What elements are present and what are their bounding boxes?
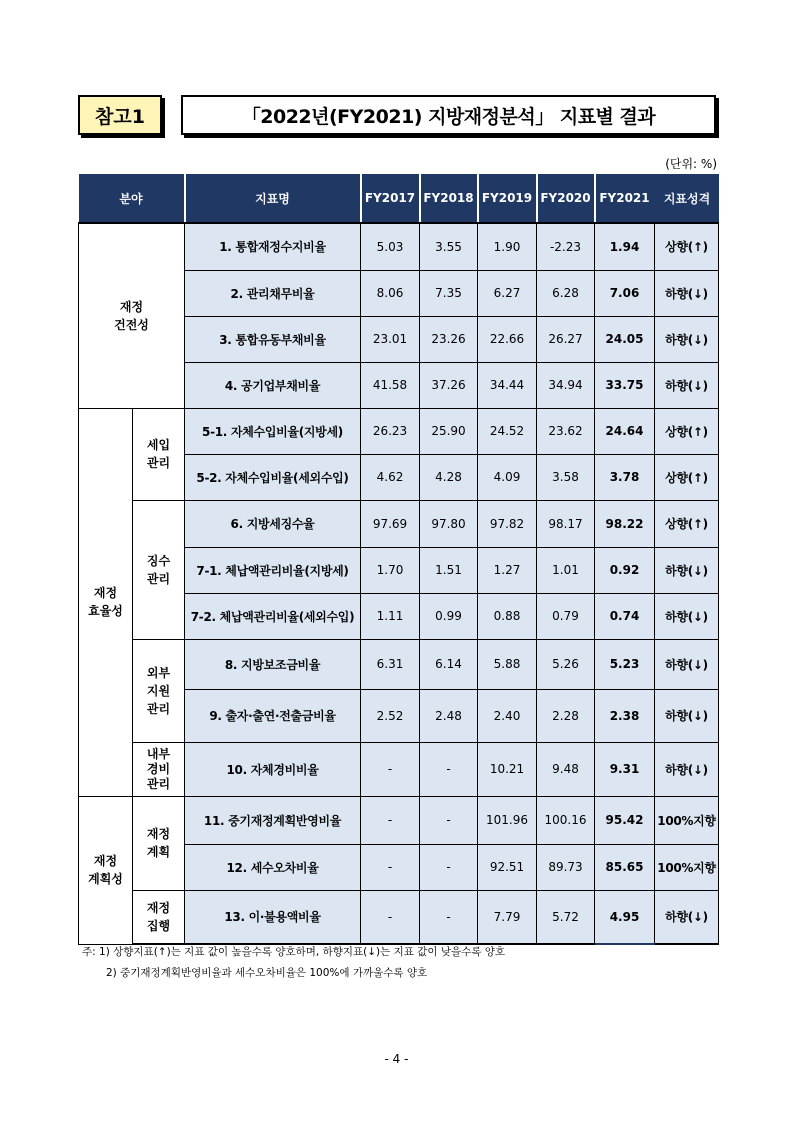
column-header-nature: 지표성격 (655, 174, 719, 223)
indicator-name: 6. 지방세징수율 (185, 500, 361, 547)
indicator-nature: 하향(↓) (655, 639, 719, 689)
indicator-name: 4. 공기업부채비율 (185, 362, 361, 408)
value-fy2019: 34.44 (478, 362, 537, 408)
footnote: 2) 중기재정계획반영비율과 세수오차비율은 100%에 가까울수록 양호 (106, 967, 428, 979)
value-fy2017: - (361, 844, 420, 890)
indicator-nature: 하향(↓) (655, 270, 719, 316)
indicator-nature: 하향(↓) (655, 362, 719, 408)
column-header-fy2019: FY2019 (478, 174, 537, 223)
value-fy2018: 0.99 (420, 593, 478, 639)
category-efficiency: 재정 효율성 (79, 408, 133, 796)
value-fy2019: 24.52 (478, 408, 537, 454)
value-fy2018: - (420, 844, 478, 890)
value-fy2017: 8.06 (361, 270, 420, 316)
value-fy2019: 7.79 (478, 890, 537, 944)
value-fy2021: 9.31 (595, 742, 655, 796)
subcategory-collection: 징수 관리 (133, 500, 185, 639)
value-fy2020: 6.28 (537, 270, 595, 316)
table-row (79, 796, 719, 844)
subcategory-revenue: 세입 관리 (133, 408, 185, 500)
indicator-nature: 상향(↑) (655, 454, 719, 500)
table-row (79, 500, 719, 547)
table-row (79, 408, 719, 454)
indicator-nature: 하향(↓) (655, 890, 719, 944)
value-fy2017: 6.31 (361, 639, 420, 689)
value-fy2020: 1.01 (537, 547, 595, 593)
value-fy2019: 22.66 (478, 316, 537, 362)
value-fy2019: 97.82 (478, 500, 537, 547)
value-fy2020: 23.62 (537, 408, 595, 454)
value-fy2018: 97.80 (420, 500, 478, 547)
value-fy2017: 97.69 (361, 500, 420, 547)
footnotes (82, 942, 505, 984)
table-row (79, 890, 719, 944)
indicator-nature: 하향(↓) (655, 689, 719, 742)
column-header-fy2021: FY2021 (595, 174, 655, 223)
indicator-name: 9. 출자·출연·전출금비율 (185, 689, 361, 742)
indicator-name: 7-1. 체납액관리비율(지방세) (185, 547, 361, 593)
value-fy2017: 2.52 (361, 689, 420, 742)
indicator-name: 3. 통합유동부채비율 (185, 316, 361, 362)
indicator-nature: 하향(↓) (655, 547, 719, 593)
value-fy2017: 41.58 (361, 362, 420, 408)
subcategory-internal: 내부 경비 관리 (133, 742, 185, 796)
value-fy2019: 101.96 (478, 796, 537, 844)
indicator-name: 13. 이·불용액비율 (185, 890, 361, 944)
category-planning: 재정 계획성 (79, 796, 133, 944)
value-fy2021: 7.06 (595, 270, 655, 316)
value-fy2020: 0.79 (537, 593, 595, 639)
value-fy2021: 3.78 (595, 454, 655, 500)
indicator-nature: 하향(↓) (655, 593, 719, 639)
value-fy2021: 24.05 (595, 316, 655, 362)
value-fy2021: 1.94 (595, 223, 655, 270)
value-fy2021: 0.74 (595, 593, 655, 639)
indicator-name: 5-2. 자체수입비율(세외수입) (185, 454, 361, 500)
page-title: 「2022년(FY2021) 지방재정분석」 지표별 결과 (181, 95, 716, 135)
value-fy2020: 26.27 (537, 316, 595, 362)
value-fy2021: 0.92 (595, 547, 655, 593)
value-fy2021: 95.42 (595, 796, 655, 844)
reference-label: 참고1 (78, 95, 162, 135)
value-fy2021: 4.95 (595, 890, 655, 944)
value-fy2020: 98.17 (537, 500, 595, 547)
footnote: 주: 1) 상향지표(↑)는 지표 값이 높을수록 양호하며, 하향지표(↓)는 지표 값이 낮을수록 양호 (82, 946, 506, 958)
value-fy2021: 33.75 (595, 362, 655, 408)
value-fy2020: 5.26 (537, 639, 595, 689)
table-row (79, 742, 719, 796)
indicator-name: 10. 자체경비비율 (185, 742, 361, 796)
indicator-table (78, 174, 719, 945)
value-fy2019: 0.88 (478, 593, 537, 639)
indicator-nature: 상향(↑) (655, 223, 719, 270)
value-fy2020: 3.58 (537, 454, 595, 500)
value-fy2017: 1.11 (361, 593, 420, 639)
value-fy2019: 92.51 (478, 844, 537, 890)
column-header-indicator: 지표명 (185, 174, 361, 223)
value-fy2019: 6.27 (478, 270, 537, 316)
page-number: - 4 - (384, 1052, 409, 1066)
indicator-nature: 상향(↑) (655, 408, 719, 454)
value-fy2021: 5.23 (595, 639, 655, 689)
value-fy2018: 37.26 (420, 362, 478, 408)
column-header-fy2017: FY2017 (361, 174, 420, 223)
unit-label: (단위: %) (665, 157, 717, 171)
value-fy2018: - (420, 742, 478, 796)
value-fy2020: 5.72 (537, 890, 595, 944)
value-fy2021: 24.64 (595, 408, 655, 454)
indicator-nature: 하향(↓) (655, 316, 719, 362)
indicator-nature: 상향(↑) (655, 500, 719, 547)
subcategory-execution: 재정 집행 (133, 890, 185, 944)
value-fy2020: -2.23 (537, 223, 595, 270)
value-fy2020: 2.28 (537, 689, 595, 742)
table-row (79, 223, 719, 270)
value-fy2017: 1.70 (361, 547, 420, 593)
subcategory-external: 외부 지원 관리 (133, 639, 185, 742)
table-header-row (79, 174, 719, 223)
value-fy2018: 23.26 (420, 316, 478, 362)
value-fy2017: 23.01 (361, 316, 420, 362)
value-fy2018: 25.90 (420, 408, 478, 454)
indicator-name: 1. 통합재정수지비율 (185, 223, 361, 270)
value-fy2020: 89.73 (537, 844, 595, 890)
value-fy2018: 7.35 (420, 270, 478, 316)
value-fy2017: 4.62 (361, 454, 420, 500)
category-soundness: 재정 건전성 (79, 223, 185, 408)
value-fy2018: - (420, 890, 478, 944)
value-fy2019: 1.90 (478, 223, 537, 270)
subcategory-plan: 재정 계획 (133, 796, 185, 890)
value-fy2019: 2.40 (478, 689, 537, 742)
value-fy2018: 4.28 (420, 454, 478, 500)
value-fy2018: - (420, 796, 478, 844)
indicator-name: 2. 관리채무비율 (185, 270, 361, 316)
indicator-name: 11. 중기재정계획반영비율 (185, 796, 361, 844)
value-fy2020: 9.48 (537, 742, 595, 796)
column-header-field: 분야 (79, 174, 185, 223)
indicator-name: 7-2. 체납액관리비율(세외수입) (185, 593, 361, 639)
value-fy2021: 98.22 (595, 500, 655, 547)
value-fy2018: 6.14 (420, 639, 478, 689)
value-fy2018: 1.51 (420, 547, 478, 593)
column-header-fy2018: FY2018 (420, 174, 478, 223)
value-fy2021: 85.65 (595, 844, 655, 890)
indicator-name: 12. 세수오차비율 (185, 844, 361, 890)
value-fy2018: 2.48 (420, 689, 478, 742)
value-fy2019: 1.27 (478, 547, 537, 593)
value-fy2017: 5.03 (361, 223, 420, 270)
value-fy2017: - (361, 890, 420, 944)
indicator-name: 5-1. 자체수입비율(지방세) (185, 408, 361, 454)
value-fy2019: 5.88 (478, 639, 537, 689)
indicator-nature: 100%지향 (655, 844, 719, 890)
value-fy2020: 34.94 (537, 362, 595, 408)
value-fy2017: 26.23 (361, 408, 420, 454)
value-fy2020: 100.16 (537, 796, 595, 844)
value-fy2018: 3.55 (420, 223, 478, 270)
value-fy2017: - (361, 796, 420, 844)
indicator-nature: 하향(↓) (655, 742, 719, 796)
indicator-name: 8. 지방보조금비율 (185, 639, 361, 689)
value-fy2017: - (361, 742, 420, 796)
column-header-fy2020: FY2020 (537, 174, 595, 223)
value-fy2019: 10.21 (478, 742, 537, 796)
indicator-nature: 100%지향 (655, 796, 719, 844)
value-fy2021: 2.38 (595, 689, 655, 742)
table-row (79, 639, 719, 689)
value-fy2019: 4.09 (478, 454, 537, 500)
